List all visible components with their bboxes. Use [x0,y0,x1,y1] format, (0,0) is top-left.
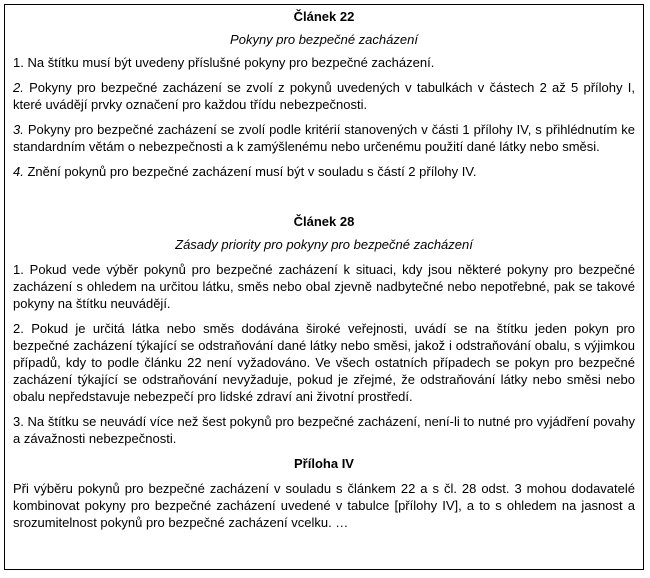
paragraph-number: 4. [13,164,24,179]
article-22-heading: Článek 22 [293,9,355,24]
paragraph-text: Na štítku musí být uvedeny příslušné pokyny pro bezpečné zacházení. [27,55,435,70]
article-22-paragraph-2 [13,79,635,113]
paragraph-text: Pokyny pro bezpečné zacházení se zvolí podle kritérií stanovených v části 1 přílohy IV, s přihlédnutím ke standardním větám o nebezpečnosti a k zamýšlenému nebo určenému použití dané látky nebo směsi. [13,122,635,154]
paragraph-number: 1. [13,55,24,70]
article-28-paragraph-3: 3. Na štítku se neuvádí více než šest pokynů pro bezpečné zacházení, není-li to nutné pro vyjádření povahy a závažnosti nebezpečnosti. [13,414,635,446]
article-22-paragraph-3 [13,121,635,155]
article-28-paragraph-1: 1. Pokud vede výběr pokynů pro bezpečné zacházení k situaci, kdy jsou některé pokyny pro bezpečné zacházení s ohledem na určitou látku, směs nebo obal zjevně nadbytečné nebo nepotřebné, pak se takové pokyny na štítku neuvádějí. [13,262,635,311]
article-22-paragraph-4 [13,163,635,180]
article-28-heading: Článek 28 [293,214,355,229]
paragraph-number: 3. [13,122,24,137]
paragraph-number: 2. [13,80,24,95]
paragraph-text: Znění pokynů pro bezpečné zacházení musí být v souladu s částí 2 přílohy IV. [27,164,477,179]
paragraph-text: Pokyny pro bezpečné zacházení se zvolí z pokynů uvedených v tabulkách v částech 2 až 5 přílohy I, které uvádějí prvky označení pro každou třídu nebezpečnosti. [13,80,635,112]
article-22-paragraph-1 [13,54,635,71]
article-22-subtitle: Pokyny pro bezpečné zacházení [230,32,418,47]
annex-4-heading: Příloha IV [294,456,354,471]
legal-excerpt-box [4,4,644,570]
annex-4-paragraph-1: Při výběru pokynů pro bezpečné zacházení v souladu s článkem 22 a s čl. 28 odst. 3 mohou dodavatelé kombinovat pokyny pro bezpečné zacházení uvedené v tabulce [přílohy IV], a to s ohledem na jasnost a srozumitelnost pokynů pro bezpečné zacházení vcelku. … [13,481,635,530]
article-28-subtitle: Zásady priority pro pokyny pro bezpečné zacházení [175,237,473,252]
article-28-paragraph-2: 2. Pokud je určitá látka nebo směs dodávána široké veřejnosti, uvádí se na štítku jeden pokyn pro bezpečné zacházení týkající se odstraňování dané látky nebo směsi, jakož i odstraňování obalu, s výjimkou případů, kdy to podle článku 22 není vyžadováno. Ve všech ostatních případech se pokyn pro bezpečné zacházení týkající se odstraňování nevyžaduje, pokud je zřejmé, že odstraňování látky nebo směsi nebo obalu nepředstavuje nebezpečí pro lidské zdraví ani životní prostředí. [13,321,635,404]
